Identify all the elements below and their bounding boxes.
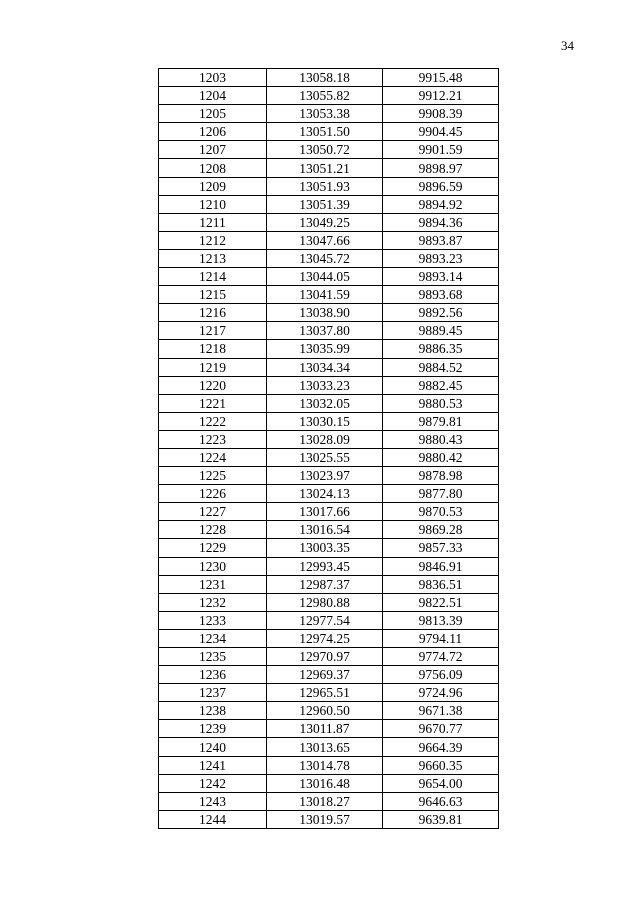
cell-id: 1208 — [159, 159, 267, 177]
cell-y-value: 9915.48 — [383, 69, 499, 87]
cell-x-value: 12969.37 — [267, 666, 383, 684]
cell-y-value: 9893.23 — [383, 249, 499, 267]
cell-x-value: 13032.05 — [267, 394, 383, 412]
cell-x-value: 13058.18 — [267, 69, 383, 87]
cell-id: 1226 — [159, 485, 267, 503]
cell-x-value: 12970.97 — [267, 648, 383, 666]
table-row — [159, 485, 499, 503]
cell-id: 1206 — [159, 123, 267, 141]
cell-y-value: 9794.11 — [383, 629, 499, 647]
table-row — [159, 611, 499, 629]
table-row — [159, 340, 499, 358]
cell-id: 1211 — [159, 213, 267, 231]
cell-x-value: 12987.37 — [267, 575, 383, 593]
cell-x-value: 13044.05 — [267, 268, 383, 286]
cell-id: 1204 — [159, 87, 267, 105]
cell-id: 1231 — [159, 575, 267, 593]
cell-x-value: 13016.48 — [267, 774, 383, 792]
cell-id: 1203 — [159, 69, 267, 87]
table-row — [159, 268, 499, 286]
table-row — [159, 648, 499, 666]
table-row — [159, 756, 499, 774]
cell-id: 1243 — [159, 792, 267, 810]
table-row — [159, 141, 499, 159]
cell-y-value: 9889.45 — [383, 322, 499, 340]
table-row — [159, 774, 499, 792]
cell-y-value: 9894.36 — [383, 213, 499, 231]
cell-x-value: 13018.27 — [267, 792, 383, 810]
table-row — [159, 557, 499, 575]
cell-id: 1213 — [159, 249, 267, 267]
cell-y-value: 9671.38 — [383, 702, 499, 720]
cell-id: 1244 — [159, 810, 267, 828]
table-row — [159, 503, 499, 521]
table-row — [159, 539, 499, 557]
cell-x-value: 13028.09 — [267, 430, 383, 448]
cell-x-value: 13050.72 — [267, 141, 383, 159]
cell-id: 1205 — [159, 105, 267, 123]
cell-x-value: 13037.80 — [267, 322, 383, 340]
table-row — [159, 666, 499, 684]
cell-id: 1216 — [159, 304, 267, 322]
cell-id: 1217 — [159, 322, 267, 340]
cell-id: 1219 — [159, 358, 267, 376]
cell-x-value: 13051.93 — [267, 177, 383, 195]
table-row — [159, 304, 499, 322]
cell-y-value: 9670.77 — [383, 720, 499, 738]
page-number: 34 — [561, 38, 574, 53]
cell-x-value: 13034.34 — [267, 358, 383, 376]
cell-y-value: 9879.81 — [383, 412, 499, 430]
table-row — [159, 702, 499, 720]
cell-id: 1240 — [159, 738, 267, 756]
cell-id: 1222 — [159, 412, 267, 430]
cell-y-value: 9813.39 — [383, 611, 499, 629]
cell-x-value: 13035.99 — [267, 340, 383, 358]
cell-id: 1232 — [159, 593, 267, 611]
table-row — [159, 249, 499, 267]
cell-id: 1214 — [159, 268, 267, 286]
cell-x-value: 13033.23 — [267, 376, 383, 394]
cell-y-value: 9886.35 — [383, 340, 499, 358]
cell-id: 1209 — [159, 177, 267, 195]
coordinate-table — [158, 68, 499, 829]
table-row — [159, 792, 499, 810]
cell-x-value: 12977.54 — [267, 611, 383, 629]
table-body — [159, 69, 499, 829]
cell-id: 1224 — [159, 448, 267, 466]
cell-y-value: 9774.72 — [383, 648, 499, 666]
cell-x-value: 13025.55 — [267, 448, 383, 466]
table-row — [159, 593, 499, 611]
cell-y-value: 9870.53 — [383, 503, 499, 521]
table-row — [159, 684, 499, 702]
cell-x-value: 13016.54 — [267, 521, 383, 539]
cell-x-value: 13030.15 — [267, 412, 383, 430]
table-row — [159, 87, 499, 105]
cell-y-value: 9908.39 — [383, 105, 499, 123]
table-row — [159, 521, 499, 539]
cell-id: 1221 — [159, 394, 267, 412]
cell-y-value: 9639.81 — [383, 810, 499, 828]
cell-y-value: 9880.43 — [383, 430, 499, 448]
cell-id: 1223 — [159, 430, 267, 448]
table-row — [159, 738, 499, 756]
cell-y-value: 9884.52 — [383, 358, 499, 376]
table-row — [159, 376, 499, 394]
cell-y-value: 9646.63 — [383, 792, 499, 810]
cell-id: 1233 — [159, 611, 267, 629]
cell-y-value: 9756.09 — [383, 666, 499, 684]
table-row — [159, 720, 499, 738]
cell-x-value: 13024.13 — [267, 485, 383, 503]
cell-x-value: 13047.66 — [267, 231, 383, 249]
cell-id: 1230 — [159, 557, 267, 575]
cell-y-value: 9878.98 — [383, 467, 499, 485]
cell-id: 1207 — [159, 141, 267, 159]
cell-y-value: 9869.28 — [383, 521, 499, 539]
cell-y-value: 9822.51 — [383, 593, 499, 611]
table-row — [159, 177, 499, 195]
cell-y-value: 9912.21 — [383, 87, 499, 105]
cell-x-value: 13013.65 — [267, 738, 383, 756]
cell-y-value: 9893.87 — [383, 231, 499, 249]
table-row — [159, 448, 499, 466]
table-row — [159, 105, 499, 123]
cell-y-value: 9894.92 — [383, 195, 499, 213]
cell-x-value: 13011.87 — [267, 720, 383, 738]
table-row — [159, 575, 499, 593]
cell-id: 1229 — [159, 539, 267, 557]
cell-y-value: 9877.80 — [383, 485, 499, 503]
cell-y-value: 9898.97 — [383, 159, 499, 177]
cell-id: 1235 — [159, 648, 267, 666]
table-row — [159, 286, 499, 304]
cell-id: 1212 — [159, 231, 267, 249]
cell-x-value: 13017.66 — [267, 503, 383, 521]
cell-x-value: 12965.51 — [267, 684, 383, 702]
cell-x-value: 13053.38 — [267, 105, 383, 123]
cell-y-value: 9893.68 — [383, 286, 499, 304]
cell-y-value: 9892.56 — [383, 304, 499, 322]
cell-y-value: 9654.00 — [383, 774, 499, 792]
cell-id: 1227 — [159, 503, 267, 521]
cell-id: 1234 — [159, 629, 267, 647]
cell-y-value: 9660.35 — [383, 756, 499, 774]
cell-id: 1218 — [159, 340, 267, 358]
table-row — [159, 810, 499, 828]
cell-y-value: 9901.59 — [383, 141, 499, 159]
cell-y-value: 9904.45 — [383, 123, 499, 141]
table-row — [159, 231, 499, 249]
cell-y-value: 9836.51 — [383, 575, 499, 593]
cell-y-value: 9882.45 — [383, 376, 499, 394]
cell-id: 1242 — [159, 774, 267, 792]
table-row — [159, 358, 499, 376]
cell-y-value: 9880.53 — [383, 394, 499, 412]
cell-y-value: 9724.96 — [383, 684, 499, 702]
cell-y-value: 9880.42 — [383, 448, 499, 466]
cell-id: 1228 — [159, 521, 267, 539]
cell-x-value: 12960.50 — [267, 702, 383, 720]
table-row — [159, 467, 499, 485]
cell-id: 1225 — [159, 467, 267, 485]
cell-x-value: 13003.35 — [267, 539, 383, 557]
cell-id: 1238 — [159, 702, 267, 720]
cell-x-value: 12993.45 — [267, 557, 383, 575]
cell-y-value: 9896.59 — [383, 177, 499, 195]
cell-x-value: 13041.59 — [267, 286, 383, 304]
table-row — [159, 195, 499, 213]
table-row — [159, 430, 499, 448]
table-row — [159, 412, 499, 430]
cell-id: 1236 — [159, 666, 267, 684]
cell-x-value: 13045.72 — [267, 249, 383, 267]
table-row — [159, 69, 499, 87]
cell-x-value: 13038.90 — [267, 304, 383, 322]
table-row — [159, 322, 499, 340]
cell-x-value: 13051.21 — [267, 159, 383, 177]
cell-x-value: 12980.88 — [267, 593, 383, 611]
cell-x-value: 13055.82 — [267, 87, 383, 105]
cell-x-value: 12974.25 — [267, 629, 383, 647]
cell-x-value: 13014.78 — [267, 756, 383, 774]
cell-x-value: 13019.57 — [267, 810, 383, 828]
cell-x-value: 13051.39 — [267, 195, 383, 213]
cell-id: 1220 — [159, 376, 267, 394]
cell-id: 1237 — [159, 684, 267, 702]
cell-x-value: 13023.97 — [267, 467, 383, 485]
table-row — [159, 123, 499, 141]
cell-id: 1241 — [159, 756, 267, 774]
cell-y-value: 9893.14 — [383, 268, 499, 286]
table-row — [159, 629, 499, 647]
cell-y-value: 9857.33 — [383, 539, 499, 557]
cell-x-value: 13051.50 — [267, 123, 383, 141]
cell-y-value: 9664.39 — [383, 738, 499, 756]
table-row — [159, 213, 499, 231]
cell-id: 1210 — [159, 195, 267, 213]
table-row — [159, 394, 499, 412]
cell-x-value: 13049.25 — [267, 213, 383, 231]
table-row — [159, 159, 499, 177]
cell-y-value: 9846.91 — [383, 557, 499, 575]
cell-id: 1215 — [159, 286, 267, 304]
cell-id: 1239 — [159, 720, 267, 738]
